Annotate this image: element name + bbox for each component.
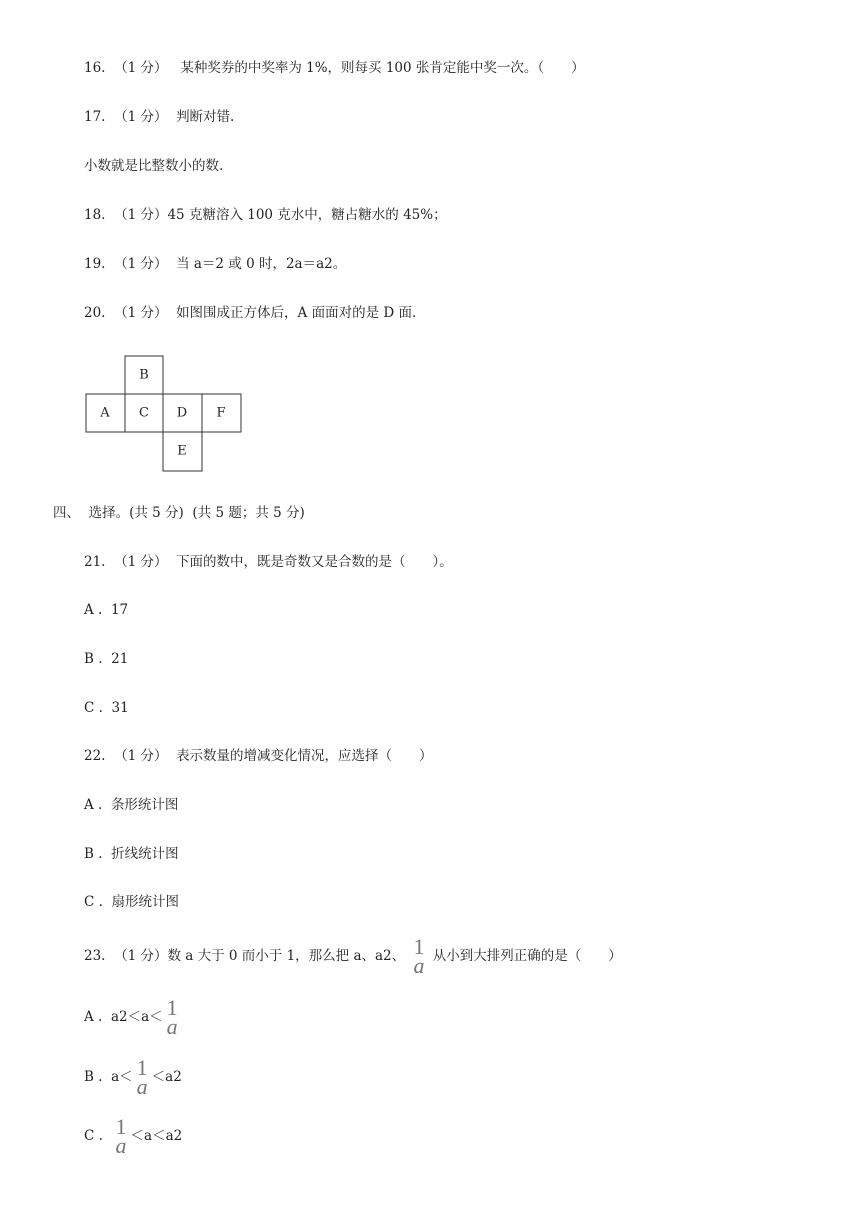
option-key: C . — [84, 700, 103, 716]
question-text: 当 a＝2 或 0 时，2a＝a2。 — [176, 256, 347, 272]
question-score: （1 分） — [114, 60, 168, 76]
option-23-b[interactable] — [84, 1057, 182, 1098]
question-text: 下面的数中，既是奇数又是合数的是（ ）。 — [176, 554, 453, 570]
option-22-b[interactable] — [84, 844, 179, 864]
option-21-c[interactable] — [84, 698, 129, 718]
question-number: 18. — [84, 207, 106, 223]
question-text-before: 数 a 大于 0 而小于 1，那么把 a、a2、 — [167, 948, 406, 964]
question-text: 判断对错. — [176, 109, 235, 125]
cube-label-e: E — [177, 443, 187, 459]
option-22-c[interactable] — [84, 892, 179, 912]
option-text: 31 — [111, 700, 129, 716]
option-key: B . — [84, 1069, 103, 1085]
fraction-one-over-a — [116, 1116, 127, 1157]
question-23 — [84, 936, 622, 977]
option-text-before: a2＜a＜ — [110, 1009, 163, 1025]
question-score: （1 分） — [114, 207, 168, 223]
question-number: 20. — [84, 305, 106, 321]
section-number: 四、 — [53, 505, 80, 521]
fraction-numerator: 1 — [413, 934, 425, 959]
question-text: 表示数量的增减变化情况，应选择（ ） — [176, 748, 433, 764]
section-heading — [53, 503, 305, 523]
question-number: 22. — [84, 748, 106, 764]
question-number: 16. — [84, 60, 106, 76]
option-key: B . — [84, 651, 103, 667]
cube-label-a: A — [100, 405, 110, 421]
option-21-a[interactable] — [84, 600, 128, 620]
option-key: B . — [84, 846, 103, 862]
question-number: 21. — [84, 554, 106, 570]
option-text: 折线统计图 — [111, 846, 179, 862]
option-text: 扇形统计图 — [111, 894, 180, 910]
question-score: （1 分） — [114, 109, 168, 125]
fraction-one-over-a — [167, 997, 178, 1038]
fraction-numerator: 1 — [115, 1114, 127, 1139]
question-22 — [84, 746, 433, 766]
option-key: C . — [84, 894, 103, 910]
fraction-denominator: a — [136, 1074, 148, 1099]
option-key: A . — [84, 602, 103, 618]
fraction-denominator: a — [115, 1133, 127, 1158]
option-text-after: ＜a2 — [151, 1069, 182, 1085]
section-meta: (共 5 题；共 5 分) — [192, 505, 305, 521]
fraction-denominator: a — [166, 1014, 178, 1039]
question-17-statement: 小数就是比整数小的数. — [84, 158, 224, 174]
option-key: C . — [84, 1128, 103, 1144]
option-text: 条形统计图 — [110, 797, 179, 813]
option-21-b[interactable] — [84, 649, 128, 669]
option-23-c[interactable] — [84, 1116, 182, 1157]
option-23-a[interactable] — [84, 997, 182, 1038]
question-number: 17. — [84, 109, 106, 125]
question-number: 19. — [84, 256, 106, 272]
question-number: 23. — [84, 948, 106, 964]
cube-label-f: F — [216, 405, 226, 421]
question-21 — [84, 552, 453, 572]
question-text: 某种奖券的中奖率为 1%，则每买 100 张肯定能中奖一次。（ ） — [180, 60, 585, 76]
option-text-after: ＜a＜a2 — [130, 1128, 183, 1144]
option-text: 17 — [110, 602, 129, 618]
cube-label-c: C — [139, 405, 149, 421]
fraction-one-over-a — [137, 1057, 148, 1098]
fraction-denominator: a — [413, 953, 425, 978]
cube-net-diagram — [0, 0, 865, 480]
section-title: 选择。(共 5 分) — [88, 505, 184, 521]
fraction-numerator: 1 — [166, 995, 178, 1020]
option-key: A . — [84, 1009, 103, 1025]
question-score: （1 分） — [114, 748, 168, 764]
option-22-a[interactable] — [84, 795, 178, 815]
fraction-one-over-a — [413, 936, 424, 977]
option-key: A . — [84, 797, 103, 813]
question-text: 45 克糖溶入 100 克水中，糖占糖水的 45%； — [167, 207, 447, 223]
option-text-before: a＜ — [111, 1069, 133, 1085]
cube-label-b: B — [139, 367, 149, 383]
question-text-after: 从小到大排列正确的是（ ） — [432, 948, 622, 964]
question-score: （1 分） — [114, 554, 168, 570]
option-text: 21 — [111, 651, 129, 667]
question-score: （1 分） — [114, 948, 168, 964]
cube-label-d: D — [176, 405, 188, 421]
question-text: 如图围成正方体后，A 面面对的是 D 面. — [176, 305, 417, 321]
fraction-numerator: 1 — [136, 1055, 148, 1080]
question-score: （1 分） — [114, 256, 168, 272]
question-score: （1 分） — [114, 305, 168, 321]
